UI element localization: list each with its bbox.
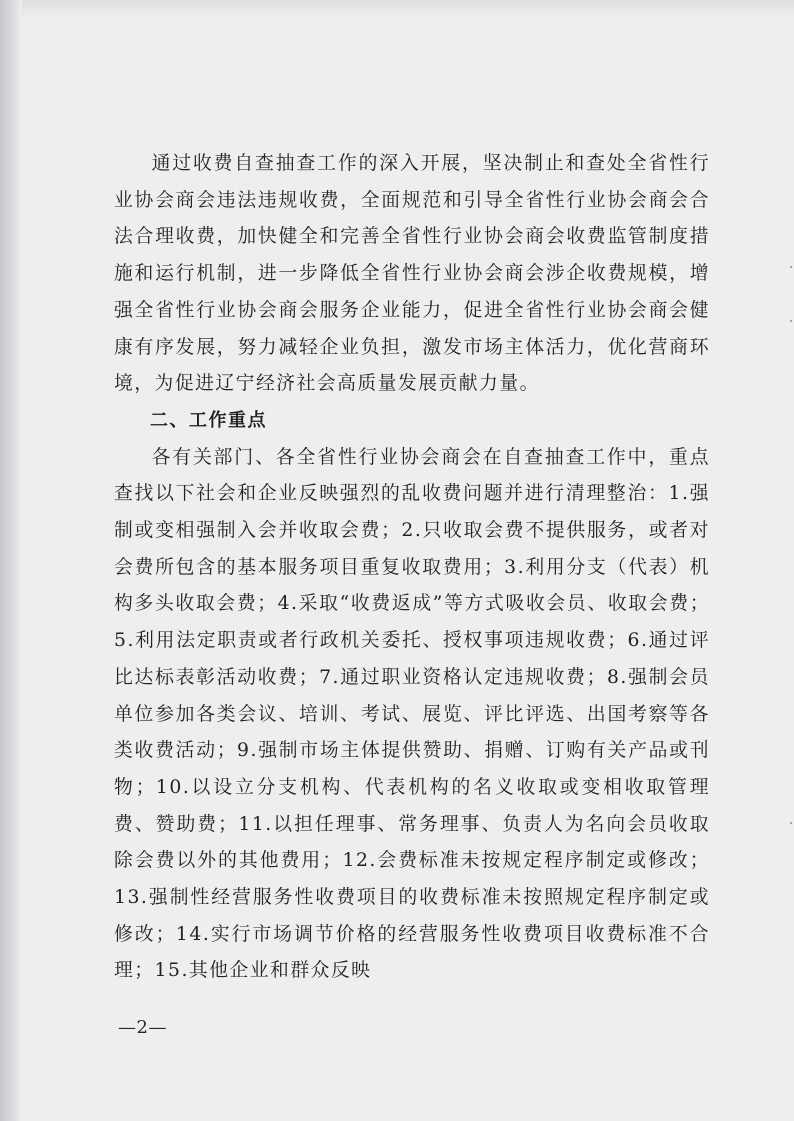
scan-speck [790,266,792,268]
document-body [114,146,710,990]
scan-speck [790,822,792,824]
paragraph-goals: 通过收费自查抽查工作的深入开展，坚决制止和查处全省性行业协会商会违法违规收费，全面规范和引导全省性行业协会商会合法合理收费，加快健全和完善全省性行业协会商会收费监管制度措施和运行机制，进一步降低全省性行业协会商会涉企收费规模，增强全省性行业协会商会服务企业能力，促进全省性行业协会商会健康有序发展，努力减轻企业负担，激发市场主体活力，优化营商环境，为促进辽宁经济社会高质量发展贡献力量。 [114,153,710,395]
scan-top-shadow [0,0,794,18]
scan-speck [790,320,792,322]
scan-left-edge [0,0,22,1121]
page-number: —2— [118,1017,167,1038]
paragraph-key-tasks: 各有关部门、各全省性行业协会商会在自查抽查工作中，重点查找以下社会和企业反映强烈的乱收费问题并进行清理整治：1.强制或变相强制入会并收取会费；2.只收取会费不提供服务，或者对会费所包含的基本服务项目重复收取费用；3.利用分支（代表）机构多头收取会费；4.采取“收费返成”等方式吸收会员、收取会费；5.利用法定职责或者行政机关委托、授权事项违规收费；6.通过评比达标表彰活动收费；7.通过职业资格认定违规收费；8.强制会员单位参加各类会议、培训、考试、展览、评比评选、出国考察等各类收费活动；9.强制市场主体提供赞助、捐赠、订购有关产品或刊物；10.以设立分支机构、代表机构的名义收取或变相收取管理费、赞助费；11.以担任理事、常务理事、负责人为名向会员收取除会费以外的其他费用；12.会费标准未按规定程序制定或修改；13.强制性经营服务性收费项目的收费标准未按照规定程序制定或修改；14.实行市场调节价格的经营服务性收费项目收费标准不合理；15.其他企业和群众反映 [114,446,710,982]
section-heading: 二、工作重点 [150,409,267,431]
